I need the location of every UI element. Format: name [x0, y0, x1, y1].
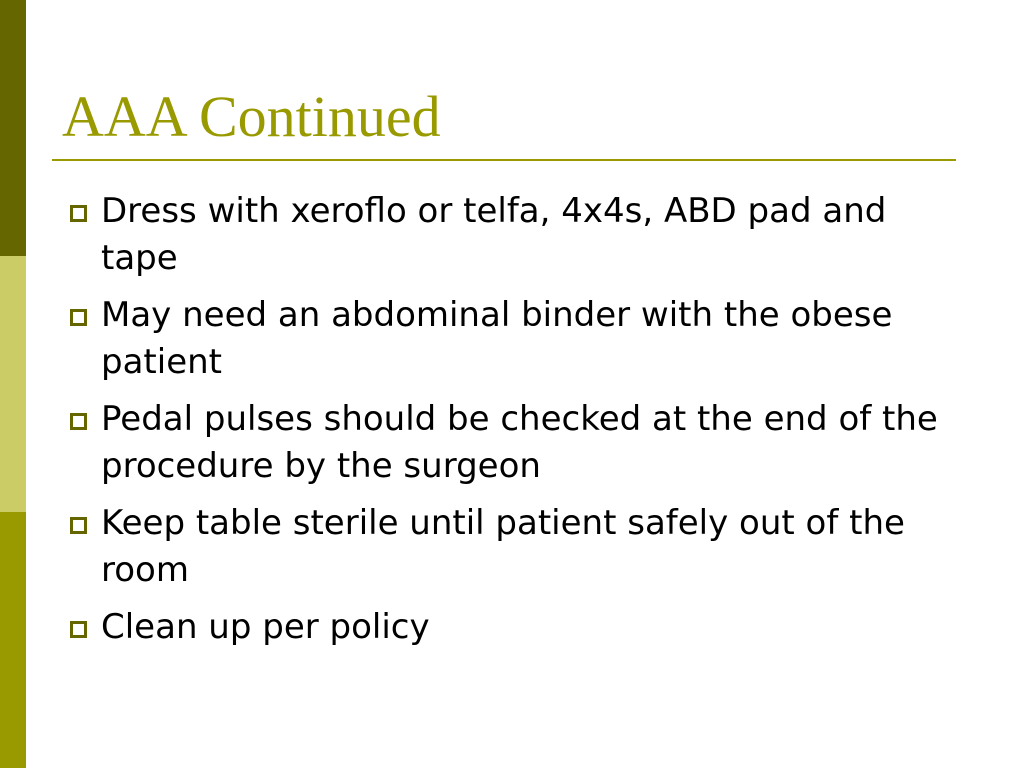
bullet-text: May need an abdominal binder with the obese patient	[101, 295, 893, 382]
bullet-item	[64, 292, 964, 386]
square-bullet-icon	[70, 621, 87, 638]
side-bar-light-segment	[0, 256, 26, 512]
bullet-text: Dress with xeroflo or telfa, 4x4s, ABD pad and tape	[101, 191, 887, 278]
square-bullet-icon	[70, 517, 87, 534]
bullet-item	[64, 500, 964, 594]
title-divider	[52, 159, 956, 161]
square-bullet-icon	[70, 413, 87, 430]
side-bar-dark-segment	[0, 0, 26, 256]
bullet-text: Clean up per policy	[101, 607, 430, 647]
bullet-item	[64, 604, 964, 651]
slide-title: AAA Continued	[62, 84, 441, 149]
bullet-list	[64, 188, 964, 661]
bullet-text: Pedal pulses should be checked at the end of the procedure by the surgeon	[101, 399, 938, 486]
square-bullet-icon	[70, 309, 87, 326]
bullet-text: Keep table sterile until patient safely out of the room	[101, 503, 905, 590]
square-bullet-icon	[70, 205, 87, 222]
side-bar-olive-segment	[0, 512, 26, 768]
bullet-item	[64, 396, 964, 490]
bullet-item	[64, 188, 964, 282]
